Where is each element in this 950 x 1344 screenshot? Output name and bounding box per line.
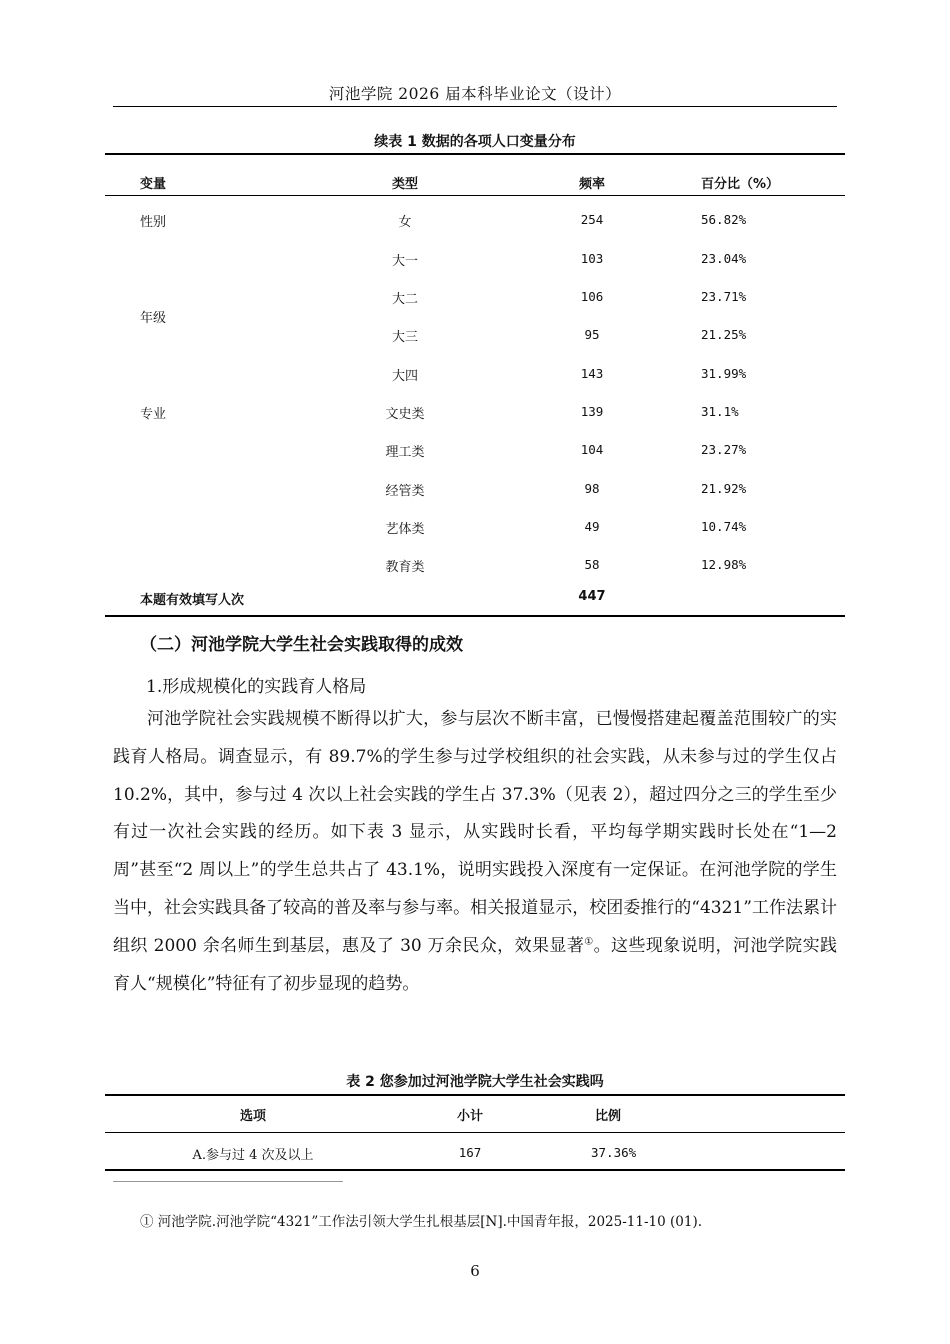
table2-caption: 表 2 您参加过河池学院大学生社会实践吗 bbox=[346, 1074, 604, 1090]
table1-total-value: 447 bbox=[578, 589, 606, 604]
table1-header-frequency: 频率 bbox=[578, 177, 605, 192]
table1-type: 女 bbox=[398, 215, 412, 230]
table1-percent: 23.71% bbox=[701, 289, 747, 304]
table1-bottom-rule bbox=[105, 615, 845, 617]
table1-frequency: 106 bbox=[580, 289, 604, 304]
table1-header-variable: 变量 bbox=[140, 177, 167, 192]
table1-percent: 12.98% bbox=[701, 557, 747, 572]
table1-frequency: 98 bbox=[584, 481, 600, 496]
table1-percent: 31.1% bbox=[701, 404, 739, 419]
footnote-separator bbox=[113, 1181, 343, 1182]
table1-group-major: 专业 bbox=[140, 407, 167, 422]
table1-header-percent: 百分比（%） bbox=[701, 177, 780, 192]
table1-type: 经管类 bbox=[385, 484, 425, 499]
table1-percent: 21.92% bbox=[701, 481, 747, 496]
table1-percent: 31.99% bbox=[701, 366, 747, 381]
table1-frequency: 143 bbox=[580, 366, 604, 381]
table1-type: 理工类 bbox=[385, 445, 425, 460]
table1-header-type: 类型 bbox=[391, 177, 418, 192]
table1-frequency: 104 bbox=[580, 442, 604, 457]
body-paragraph bbox=[113, 701, 837, 1003]
table1-type: 教育类 bbox=[385, 560, 425, 575]
table1-type: 大三 bbox=[391, 330, 418, 345]
table1-percent: 21.25% bbox=[701, 327, 747, 342]
table1-type: 文史类 bbox=[385, 407, 425, 422]
table1-type: 艺体类 bbox=[385, 522, 425, 537]
table2-count: 167 bbox=[458, 1145, 482, 1160]
table1-type: 大一 bbox=[391, 254, 418, 269]
table1-percent: 56.82% bbox=[701, 212, 747, 227]
paragraph-text-tail: 。这些现象说明，河池学院实践育人“规模化”特征有了初步显现的趋势。 bbox=[113, 935, 838, 994]
table2-header-option: 选项 bbox=[239, 1109, 266, 1124]
table2-header-count: 小计 bbox=[456, 1109, 483, 1124]
table2-header-rule bbox=[105, 1132, 845, 1133]
footnote-reference: ① bbox=[584, 936, 594, 948]
table1-frequency: 254 bbox=[580, 212, 604, 227]
page-number: 6 bbox=[470, 1262, 480, 1280]
table1-frequency: 139 bbox=[580, 404, 604, 419]
table1-frequency: 49 bbox=[584, 519, 600, 534]
table1-group-gender: 性别 bbox=[140, 215, 167, 230]
table1-frequency: 103 bbox=[580, 251, 604, 266]
table2-top-rule bbox=[105, 1094, 845, 1096]
table1-caption: 续表 1 数据的各项人口变量分布 bbox=[374, 134, 576, 150]
table2-ratio: 37.36% bbox=[591, 1145, 637, 1160]
header-rule bbox=[113, 106, 837, 107]
table1-frequency: 95 bbox=[584, 327, 600, 342]
table1-total-label: 本题有效填写人次 bbox=[140, 593, 245, 608]
table1-header-rule bbox=[105, 195, 845, 196]
section-heading: （二）河池学院大学生社会实践取得的成效 bbox=[140, 635, 463, 655]
table2-bottom-rule bbox=[105, 1169, 845, 1171]
table1-percent: 10.74% bbox=[701, 519, 747, 534]
table1-type: 大二 bbox=[391, 292, 418, 307]
table1-frequency: 58 bbox=[584, 557, 600, 572]
footnote: ① 河池学院.河池学院“4321”工作法引领大学生扎根基层[N].中国青年报，2025-11-10 (01). bbox=[140, 1214, 703, 1230]
paragraph-text: 河池学院社会实践规模不断得以扩大，参与层次不断丰富，已慢慢搭建起覆盖范围较广的实践育人格局。调查显示，有 89.7%的学生参与过学校组织的社会实践，从未参与过的学生仅占 10.2%，其中，参与过 4 次以上社会实践的学生占 37.3%（见表 2），超过四分之三的学生至少有过一次社会实践的经历。如下表 3 显示，从实践时长看，平均每学期实践时长处在“1—2 周”甚至“2 周以上”的学生总共占了 43.1%，说明实践投入深度有一定保证。在河池学院的学生当中，社会实践具备了较高的普及率与参与率。相关报道显示，校团委推行的“4321”工作法累计组织 2000 余名师生到基层，惠及了 30 万余民众，效果显著 bbox=[113, 709, 837, 956]
table1-type: 大四 bbox=[391, 369, 418, 384]
table1-group-grade: 年级 bbox=[140, 311, 167, 326]
table2-option: A.参与过 4 次及以上 bbox=[192, 1148, 314, 1163]
table1-percent: 23.04% bbox=[701, 251, 747, 266]
table1-top-rule bbox=[105, 153, 845, 155]
header-text: 河池学院 2026 届本科毕业论文（设计） bbox=[328, 85, 622, 103]
table2-header-ratio: 比例 bbox=[595, 1109, 622, 1124]
table1-percent: 23.27% bbox=[701, 442, 747, 457]
subsection-heading: 1.形成规模化的实践育人格局 bbox=[146, 677, 367, 697]
